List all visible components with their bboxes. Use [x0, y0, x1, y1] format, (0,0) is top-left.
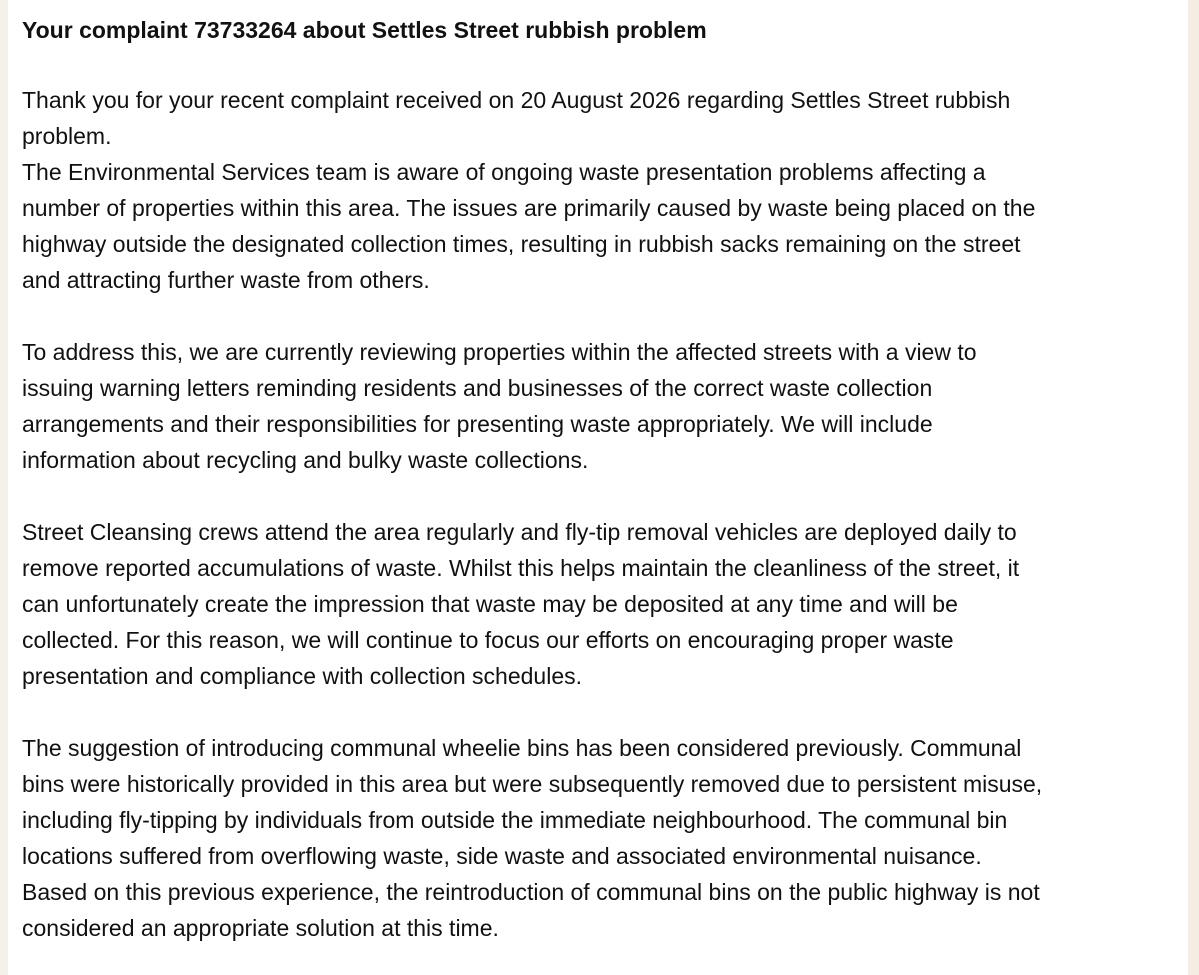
- paragraph-street-cleansing: Street Cleansing crews attend the area regularly and fly-tip removal vehicles are deployed daily to remove reported accumulations of waste. Whilst this helps maintain the cleanliness of the street, it can unfortunately create the impression that waste may be deposited at any time and will be collected. For this reason, we will continue to focus our efforts on encouraging proper waste presentation and compliance with collection schedules.: [22, 519, 1020, 689]
- page-edge: [1188, 0, 1199, 975]
- email-body: [8, 0, 1188, 975]
- paragraph-warning-letters: To address this, we are currently reviewing properties within the affected streets with a view to issuing warning letters reminding residents and businesses of the correct waste collection arrangements and their responsibilities for presenting waste appropriately. We will include information about recycling and bulky waste collections.: [22, 339, 977, 473]
- email-subject: Your complaint 73733264 about Settles Street rubbish problem: [22, 17, 707, 43]
- paragraph-acknowledgement: Thank you for your recent complaint received on 20 August 2026 regarding Settles Street rubbish problem. The Environmental Services team is aware of ongoing waste presentation problems affecting a number of properties within this area. The issues are primarily caused by waste being placed on the highway outside the designated collection times, resulting in rubbish sacks remaining on the street and attracting further waste from others.: [22, 87, 1036, 293]
- paragraph-communal-bins: The suggestion of introducing communal wheelie bins has been considered previously. Communal bins were historically provided in this area but were subsequently removed due to persistent misuse, including fly-tipping by individuals from outside the immediate neighbourhood. The communal bin locations suffered from overflowing waste, side waste and associated environmental nuisance. Based on this previous experience, the reintroduction of communal bins on the public highway is not considered an appropriate solution at this time.: [22, 735, 1043, 941]
